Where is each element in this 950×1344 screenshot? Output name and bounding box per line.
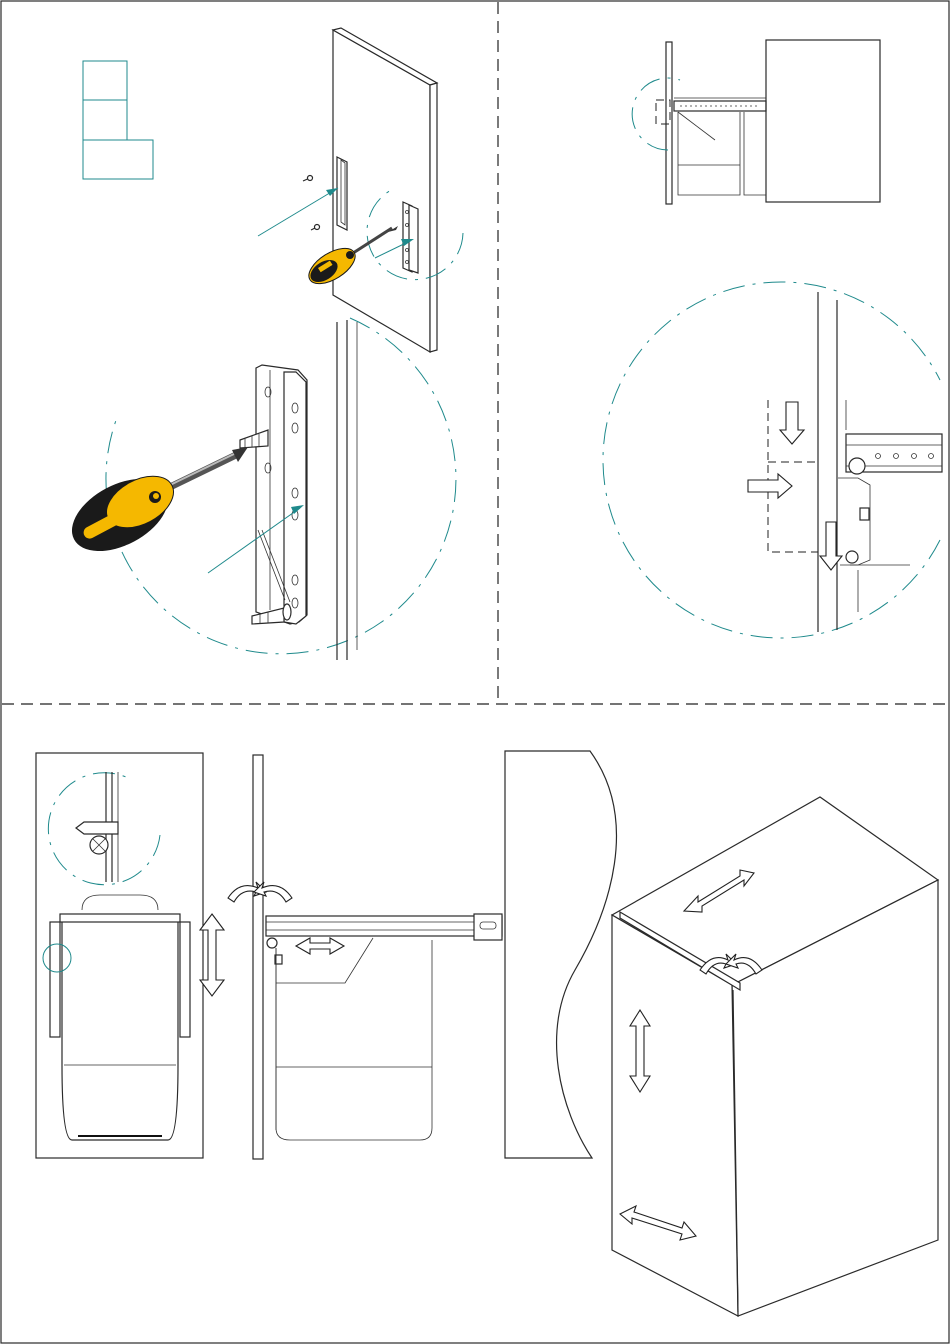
bracket-icon: [337, 157, 347, 230]
screw-icon: [303, 176, 320, 231]
cabinet-wall-cut: [505, 751, 616, 1158]
step-3-panel: [36, 751, 938, 1316]
bin-icon: [678, 112, 766, 195]
arrow-icon: [748, 474, 792, 498]
door-side-view: [253, 755, 263, 1159]
bracket-detail: [76, 772, 118, 882]
step-indicator-icon: [83, 61, 153, 179]
double-arrow-icon: [200, 914, 224, 996]
double-arrow-icon: [296, 938, 344, 954]
drawer-slide-icon: [674, 98, 766, 111]
screw-icon: [267, 938, 277, 948]
detail-circle-large: [603, 282, 940, 638]
cabinet-side: [766, 40, 880, 202]
bracket-icon-large: [256, 365, 307, 624]
step-1-panel: [60, 28, 463, 660]
arrow-icon: [820, 522, 842, 570]
screw-icon: [849, 458, 865, 474]
drawer-slide-icon: [266, 914, 502, 940]
drawer-slide-detail: [838, 400, 942, 612]
step-2-panel: [603, 40, 942, 638]
arrow-icon: [780, 402, 804, 444]
detail-circle-small: [632, 78, 680, 150]
bin-icon: [50, 895, 190, 1140]
cabinet-door: [333, 28, 437, 352]
leader-line: [258, 188, 338, 236]
bin-icon: [267, 938, 432, 1140]
bracket-detail-small: [403, 202, 418, 273]
screwdriver-icon-large: [60, 447, 248, 566]
door-edge: [666, 42, 672, 204]
cabinet-icon: [612, 797, 938, 1316]
